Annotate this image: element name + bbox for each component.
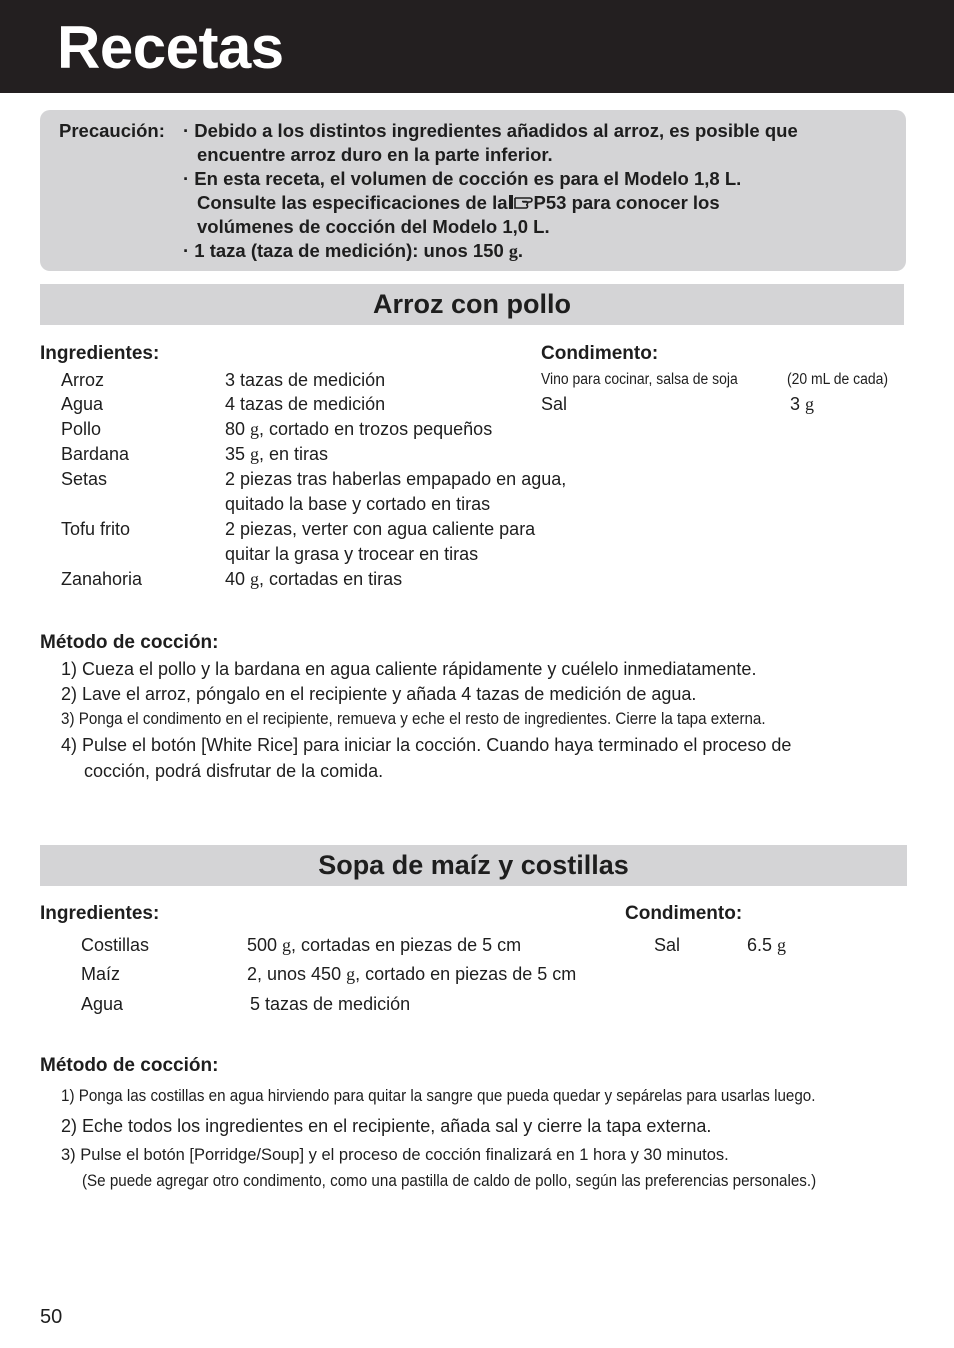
ingredient-name: Arroz: [61, 370, 105, 390]
ingredient-desc: 2, unos 450 g, cortado en piezas de 5 cm: [247, 964, 577, 984]
recipe-title: Sopa de maíz y costillas: [318, 850, 629, 880]
ingredient-name: Costillas: [81, 935, 150, 955]
ingredient-name: Setas: [61, 469, 108, 489]
ingredient-desc: quitar la grasa y trocear en tiras: [225, 544, 479, 564]
condiment-amount: 3 g: [790, 394, 815, 414]
ingredient-name: Tofu frito: [61, 519, 131, 539]
caution-line: encuentre arroz duro en la parte inferior.: [197, 144, 553, 165]
condiment-name: Sal: [541, 394, 568, 414]
condiment-name: Vino para cocinar, salsa de soja: [541, 371, 738, 388]
method-step: 4) Pulse el botón [White Rice] para iniciar la cocción. Cuando haya terminado el proceso de: [61, 735, 792, 755]
condiment-amount: (20 mL de cada): [787, 371, 889, 388]
condiment-heading: Condimento:: [625, 903, 743, 924]
ingredient-desc: 2 piezas, verter con agua caliente para: [225, 519, 536, 539]
recipe-title-bar: [40, 284, 904, 325]
method-step: 2) Lave el arroz, póngalo en el recipiente y añada 4 tazas de medición de agua.: [61, 684, 697, 704]
ingredient-desc: 35 g, en tiras: [225, 444, 329, 464]
page-title: Recetas: [57, 14, 284, 81]
ingredient-name: Bardana: [61, 444, 130, 464]
pointing-hand-icon: [508, 193, 534, 211]
condiment-name: Sal: [654, 935, 681, 955]
ingredient-desc: 500 g, cortadas en piezas de 5 cm: [247, 935, 522, 955]
ingredient-desc: 4 tazas de medición: [225, 394, 386, 414]
method-step: 1) Ponga las costillas en agua hirviendo para quitar la sangre que pueda quedar y sepárelas para usarlas luego.: [61, 1087, 816, 1105]
recipe-title: Arroz con pollo: [373, 289, 571, 319]
method-heading: Método de cocción:: [40, 1055, 219, 1076]
caution-line: · 1 taza (taza de medición): unos 150 g.: [183, 240, 524, 261]
recipe-title-bar: [40, 845, 907, 886]
method-step: 3) Pulse el botón [Porridge/Soup] y el proceso de cocción finalizará en 1 hora y 30 minutos.: [61, 1146, 729, 1164]
ingredient-desc: 80 g, cortado en trozos pequeños: [225, 419, 493, 439]
caution-label: Precaución:: [59, 120, 165, 141]
ingredients-heading: Ingredientes:: [40, 343, 160, 364]
ingredient-desc: quitado la base y cortado en tiras: [225, 494, 491, 514]
caution-line: · Debido a los distintos ingredientes añadidos al arroz, es posible que: [183, 120, 798, 141]
caution-line: · En esta receta, el volumen de cocción es para el Modelo 1,8 L.: [183, 168, 742, 189]
ingredient-desc: 5 tazas de medición: [250, 994, 411, 1014]
caution-line: Consulte las especificaciones de la P53 para conocer los: [197, 192, 720, 213]
ingredient-name: Agua: [81, 994, 124, 1014]
method-step: 3) Ponga el condimento en el recipiente, remueva y eche el resto de ingredientes. Cierre la tapa externa.: [61, 710, 766, 728]
method-step: cocción, podrá disfrutar de la comida.: [84, 761, 384, 781]
ingredient-desc: 40 g, cortadas en tiras: [225, 569, 403, 589]
method-note: (Se puede agregar otro condimento, como una pastilla de caldo de pollo, según las preferencias personales.): [82, 1172, 817, 1190]
method-step: 1) Cueza el pollo y la bardana en agua caliente rápidamente y cuélelo inmediatamente.: [61, 659, 757, 679]
ingredients-heading: Ingredientes:: [40, 903, 160, 924]
ingredient-name: Agua: [61, 394, 104, 414]
method-step: 2) Eche todos los ingredientes en el recipiente, añada sal y cierre la tapa externa.: [61, 1116, 712, 1136]
ingredient-name: Maíz: [81, 964, 121, 984]
ingredient-desc: 3 tazas de medición: [225, 370, 386, 390]
condiment-heading: Condimento:: [541, 343, 659, 364]
page-number: 50: [40, 1306, 63, 1328]
ingredient-name: Pollo: [61, 419, 102, 439]
condiment-amount: 6.5 g: [747, 935, 787, 955]
caution-box: [40, 110, 906, 271]
page-header: [0, 0, 954, 93]
method-heading: Método de cocción:: [40, 632, 219, 653]
ingredient-desc: 2 piezas tras haberlas empapado en agua,: [225, 469, 567, 489]
caution-line: volúmenes de cocción del Modelo 1,0 L.: [197, 216, 550, 237]
ingredient-name: Zanahoria: [61, 569, 143, 589]
